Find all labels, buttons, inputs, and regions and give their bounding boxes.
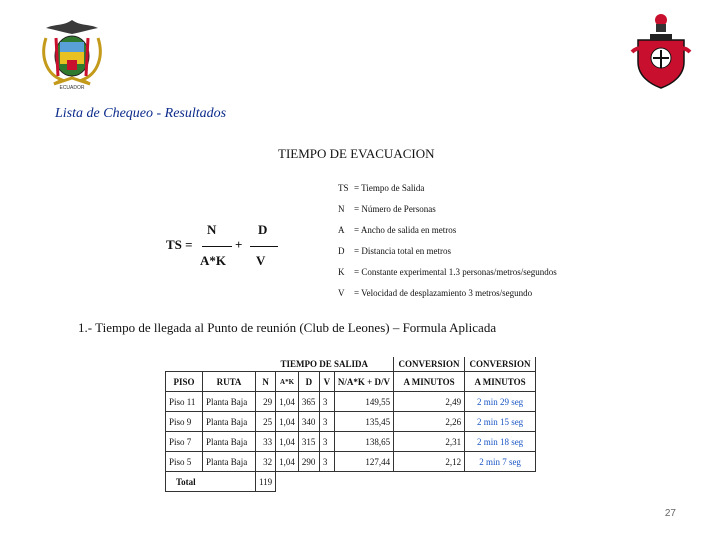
table-row: Piso 5 Planta Baja 32 1,04 290 3 127,44 2,12 2 min 7 seg [166, 452, 536, 472]
question-text: 1.- Tiempo de llegada al Punto de reunión (Club de Leones) – Formula Aplicada [78, 320, 497, 335]
formula-v: V [256, 253, 266, 268]
table-row: Piso 9 Planta Baja 25 1,04 340 3 135,45 2,26 2 min 15 seg [166, 412, 536, 432]
total-value: 119 [256, 472, 276, 492]
column-header: V [319, 372, 334, 392]
column-header: RUTA [203, 372, 256, 392]
fire-department-crest-logo [630, 12, 692, 90]
fraction-bar [250, 246, 278, 247]
results-table [165, 357, 536, 492]
total-row [166, 472, 536, 492]
table-row: Piso 11 Planta Baja 29 1,04 365 3 149,55 2,49 2 min 29 seg [166, 392, 536, 412]
evacuation-formula [160, 222, 290, 272]
group-header: TIEMPO DE SALIDA [256, 357, 394, 372]
ecuador-crest-logo [36, 16, 108, 92]
legend-item: TS = Tiempo de Salida [338, 183, 425, 193]
fraction-bar [202, 246, 232, 247]
total-label: Total [166, 472, 256, 492]
group-header: CONVERSION [394, 357, 465, 372]
column-header: N/A*K + D/V [334, 372, 393, 392]
column-header: A*K [276, 372, 299, 392]
formula-lhs: TS = [166, 237, 193, 252]
legend-item: D = Distancia total en metros [338, 246, 452, 256]
formula-d: D [258, 222, 268, 237]
table-row: Piso 7 Planta Baja 33 1,04 315 3 138,65 2,31 2 min 18 seg [166, 432, 536, 452]
column-header: PISO [166, 372, 203, 392]
slide-subtitle: Lista de Chequeo - Resultados [55, 106, 227, 121]
formula-ak: A*K [200, 253, 226, 268]
column-header: A MINUTOS [465, 372, 536, 392]
column-header: N [256, 372, 276, 392]
page-number: 27 [664, 508, 676, 519]
legend-item: K = Constante experimental 1.3 personas/metros/segundos [338, 267, 557, 277]
formula-n: N [207, 222, 217, 237]
svg-text:ECUADOR: ECUADOR [59, 85, 85, 91]
column-header: D [298, 372, 319, 392]
formula-plus: + [235, 237, 243, 252]
formula-legend [338, 183, 598, 303]
legend-item: A = Ancho de salida en metros [338, 225, 457, 235]
column-header: A MINUTOS [394, 372, 465, 392]
legend-item: V = Velocidad de desplazamiento 3 metros/segundo [338, 288, 533, 298]
group-header: CONVERSION [465, 357, 536, 372]
legend-item: N = Número de Personas [338, 204, 436, 214]
section-heading: TIEMPO DE EVACUACION [278, 146, 435, 161]
